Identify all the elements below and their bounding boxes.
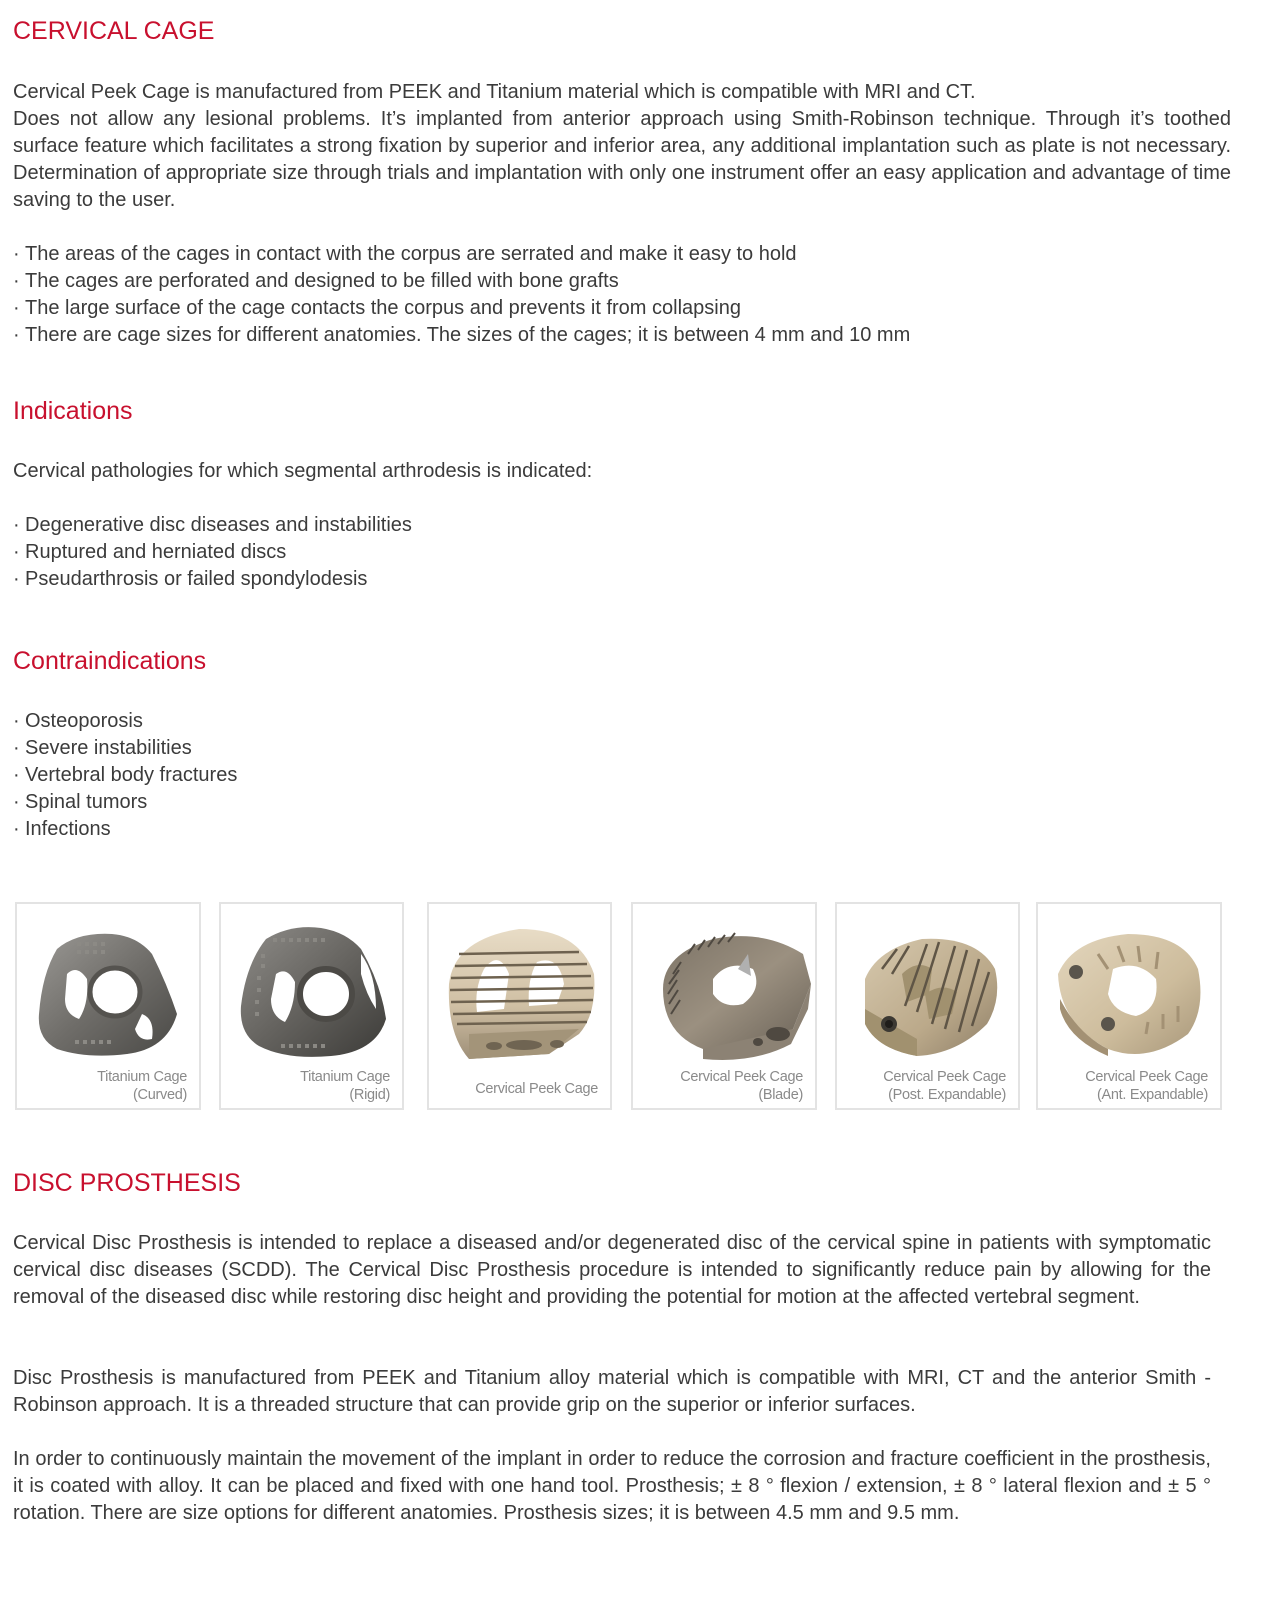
cervical-peek-cage-blade-image — [633, 914, 815, 1064]
cervical-peek-cage-image — [429, 914, 610, 1064]
list-item: · There are cage sizes for different anatomies. The sizes of the cages; it is between 4 mm and 10 mm — [13, 322, 910, 349]
product-caption: Cervical Peek Cage (Post. Expandable) — [883, 1069, 1006, 1103]
list-item: · Infections — [13, 816, 237, 843]
indications-heading: Indications — [13, 397, 133, 425]
cervical-cage-heading: CERVICAL CAGE — [13, 17, 215, 45]
disc-prosthesis-paragraph: Disc Prosthesis is manufactured from PEEK and Titanium alloy material which is compatible with MRI, CT and the anterior Smith - Robinson approach. It is a threaded structure that can provide grip on the superior or inferior surfaces. — [13, 1367, 1211, 1416]
list-item: · Osteoporosis — [13, 708, 237, 735]
disc-prosthesis-heading: DISC PROSTHESIS — [13, 1169, 241, 1197]
bullet-icon: · — [13, 541, 20, 563]
disc-prosthesis-paragraph: In order to continuously maintain the movement of the implant in order to reduce the corrosion and fracture coefficient in the prosthesis, it is coated with alloy. It can be placed and fixed with one hand tool. Prosthesis; ± 8 ° flexion / extension, ± 8 ° lateral flexion and ± 5 ° rotation. There are size options for different anatomies. Prosthesis sizes; it is between 4.5 mm and 9.5 mm. — [13, 1448, 1211, 1524]
product-caption: Titanium Cage (Curved) — [97, 1069, 187, 1103]
cervical-cage-feature-list — [13, 241, 910, 349]
contraindications-heading: Contraindications — [13, 647, 207, 675]
contraindications-list — [13, 708, 237, 843]
disc-prosthesis-paragraph: Cervical Disc Prosthesis is intended to replace a diseased and/or degenerated disc of the cervical spine in patients with symptomatic cervical disc diseases (SCDD). The Cervical Disc Prosthesis procedure is intended to significantly reduce pain by allowing for the removal of the diseased disc while restoring disc height and providing the potential for motion at the affected vertebral segment. — [13, 1232, 1211, 1308]
bullet-icon: · — [13, 514, 20, 536]
bullet-icon: · — [13, 568, 20, 590]
bullet-icon: · — [13, 297, 20, 319]
product-card-cervical-peek-cage[interactable] — [427, 902, 612, 1110]
cervical-peek-cage-ant-expandable-image — [1038, 914, 1220, 1064]
product-card-titanium-cage-curved[interactable] — [15, 902, 201, 1110]
bullet-icon: · — [13, 818, 20, 840]
bullet-icon: · — [13, 764, 20, 786]
list-item: · Degenerative disc diseases and instabilities — [13, 512, 412, 539]
bullet-icon: · — [13, 737, 20, 759]
bullet-icon: · — [13, 270, 20, 292]
bullet-icon: · — [13, 791, 20, 813]
product-card-cervical-peek-cage-blade[interactable] — [631, 902, 817, 1110]
cervical-cage-intro-line: Cervical Peek Cage is manufactured from PEEK and Titanium material which is compatible with MRI and CT. — [13, 81, 976, 103]
list-item: · The cages are perforated and designed to be filled with bone grafts — [13, 268, 910, 295]
list-item: · The areas of the cages in contact with the corpus are serrated and make it easy to hold — [13, 241, 910, 268]
product-card-cervical-peek-cage-post-expandable[interactable] — [835, 902, 1020, 1110]
product-gallery — [0, 902, 1280, 1114]
cervical-cage-description: Does not allow any lesional problems. It’s implanted from anterior approach using Smith-Robinson technique. Through it’s toothed surface feature which facilitates a strong fixation by superior and inferior area, any additional implantation such as plate is not necessary. Determination of appropriate size through trials and implantation with only one instrument offer an easy application and advantage of time saving to the user. — [13, 108, 1231, 211]
list-item: · Spinal tumors — [13, 789, 237, 816]
indications-list — [13, 512, 412, 593]
titanium-cage-curved-image — [17, 914, 199, 1064]
list-item: · The large surface of the cage contacts the corpus and prevents it from collapsing — [13, 295, 910, 322]
product-caption: Cervical Peek Cage — [475, 1081, 598, 1097]
list-item: · Vertebral body fractures — [13, 762, 237, 789]
product-caption: Cervical Peek Cage (Ant. Expandable) — [1085, 1069, 1208, 1103]
product-card-titanium-cage-rigid[interactable] — [219, 902, 404, 1110]
list-item: · Pseudarthrosis or failed spondylodesis — [13, 566, 412, 593]
product-caption: Cervical Peek Cage (Blade) — [680, 1069, 803, 1103]
list-item: · Ruptured and herniated discs — [13, 539, 412, 566]
product-caption: Titanium Cage (Rigid) — [300, 1069, 390, 1103]
list-item: · Severe instabilities — [13, 735, 237, 762]
bullet-icon: · — [13, 324, 20, 346]
product-card-cervical-peek-cage-ant-expandable[interactable] — [1036, 902, 1222, 1110]
bullet-icon: · — [13, 710, 20, 732]
titanium-cage-rigid-image — [221, 914, 402, 1064]
indications-intro: Cervical pathologies for which segmental arthrodesis is indicated: — [13, 460, 593, 482]
cervical-peek-cage-post-expandable-image — [837, 914, 1018, 1064]
bullet-icon: · — [13, 243, 20, 265]
